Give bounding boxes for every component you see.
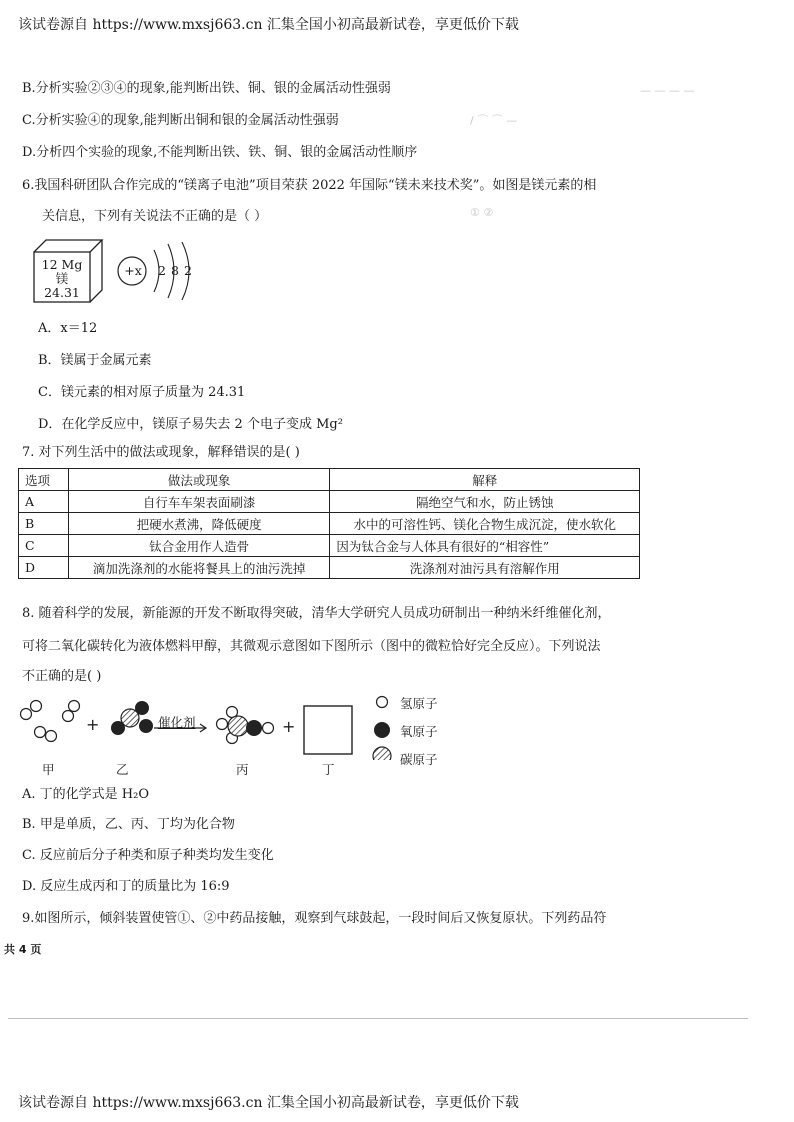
svg-text:+: + xyxy=(282,717,296,736)
table-cell: D xyxy=(19,557,69,579)
q8-stem-line3: 不正确的是( ) xyxy=(22,669,102,684)
table-header-row xyxy=(19,469,640,491)
q9-stem: 9.如图所示，倾斜装置使管①、②中药品接触，观察到气球鼓起，一段时间后又恢复原状。下列药品符 xyxy=(22,911,607,926)
carbon-dioxide-molecules xyxy=(111,701,153,735)
table-cell: 因为钛合金与人体具有很好的“相容性” xyxy=(330,535,640,557)
q8-option-d: D. 反应生成丙和丁的质量比为 16:9 xyxy=(22,879,230,894)
table-cell: 滴加洗涤剂的水能将餐具上的油污洗掉 xyxy=(68,557,330,579)
unknown-product-box xyxy=(304,706,352,754)
table-cell: 钛合金用作人造骨 xyxy=(68,535,330,557)
q6-option-b: B．镁属于金属元素 xyxy=(38,353,152,368)
q6-stem-line1: 6.我国科研团队合作完成的“镁离子电池”项目荣获 2022 年国际“镁未来技术奖”。如图是镁元素的相 xyxy=(22,178,597,193)
svg-text:+: + xyxy=(86,715,100,734)
table-cell: 隔绝空气和水，防止锈蚀 xyxy=(330,491,640,513)
label-yi: 乙 xyxy=(116,762,129,777)
table-header-cell: 选项 xyxy=(19,469,69,491)
table-cell: A xyxy=(19,491,69,513)
q7-stem: 7. 对下列生活中的做法或现象，解释错误的是( ) xyxy=(22,445,300,460)
bleed-through-text: — — — — xyxy=(640,84,695,97)
table-header-cell: 做法或现象 xyxy=(68,469,330,491)
legend-carbon: 碳原子 xyxy=(400,752,438,767)
atomic-mass: 24.31 xyxy=(44,285,80,300)
shell-2-electrons: 8 xyxy=(171,263,179,278)
table-cell: C xyxy=(19,535,69,557)
carbon-atom-icon xyxy=(373,747,391,760)
source-banner-top: 该试卷源自 https://www.mxsj663.cn 汇集全国小初高最新试卷，享更低价下载 xyxy=(18,17,519,33)
element-name: 镁 xyxy=(55,271,69,286)
q8-stem-line2: 可将二氧化碳转化为液体燃料甲醇，其微观示意图如下图所示（图中的微粒恰好完全反应）。下列说法 xyxy=(22,639,601,654)
q5-option-c: C.分析实验④的现象,能判断出铜和银的金属活动性强弱 xyxy=(22,113,339,128)
shell-3-electrons: 2 xyxy=(184,263,192,278)
q8-option-a: A. 丁的化学式是 H₂O xyxy=(22,787,149,802)
element-cell xyxy=(36,258,88,300)
table-header-cell: 解释 xyxy=(330,469,640,491)
q6-option-c: C．镁元素的相对原子质量为 24.31 xyxy=(38,385,246,400)
catalyst-label: 催化剂 xyxy=(158,715,196,730)
q6-stem-line2: 关信息，下列有关说法不正确的是（ ） xyxy=(42,209,268,224)
oxygen-atom-icon xyxy=(374,722,390,738)
legend-oxygen: 氧原子 xyxy=(400,724,438,739)
atomic-number: 12 xyxy=(41,257,58,272)
bleed-through-text: / ⌒ ⌒ — xyxy=(470,114,518,127)
legend-hydrogen: 氢原子 xyxy=(400,696,438,711)
table-row xyxy=(19,491,640,513)
table-cell: 自行车车架表面刷漆 xyxy=(68,491,330,513)
table-row xyxy=(19,513,640,535)
table-row xyxy=(19,535,640,557)
q8-stem-line1: 8. 随着科学的发展，新能源的开发不断取得突破，清华大学研究人员成功研制出一种纳米纤维催化剂， xyxy=(22,606,611,621)
scan-edge-line xyxy=(8,1018,748,1019)
q5-option-d: D.分析四个实验的现象,不能判断出铁、铁、铜、银的金属活动性顺序 xyxy=(22,145,418,160)
q6-option-d: D．在化学反应中，镁原子易失去 2 个电子变成 Mg² xyxy=(38,417,343,432)
q8-option-b: B. 甲是单质，乙、丙、丁均为化合物 xyxy=(22,817,235,832)
source-banner-bottom: 该试卷源自 https://www.mxsj663.cn 汇集全国小初高最新试卷，享更低价下载 xyxy=(18,1095,519,1111)
label-jia: 甲 xyxy=(42,762,55,777)
q8-option-c: C. 反应前后分子种类和原子种类均发生变化 xyxy=(22,848,274,863)
hydrogen-atom-icon xyxy=(377,697,388,708)
nucleus-label: +x xyxy=(124,263,142,278)
q6-option-a: A．x＝12 xyxy=(38,321,98,336)
label-ding: 丁 xyxy=(322,762,335,777)
table-row xyxy=(19,557,640,579)
q7-table xyxy=(18,468,640,579)
hydrogen-molecules xyxy=(21,701,80,742)
element-symbol: Mg xyxy=(61,257,83,272)
table-cell: 洗涤剂对油污具有溶解作用 xyxy=(330,557,640,579)
label-bing: 丙 xyxy=(236,762,249,777)
table-cell: 水中的可溶性钙、镁化合物生成沉淀，使水软化 xyxy=(330,513,640,535)
methanol-molecule xyxy=(217,707,274,744)
shell-1-electrons: 2 xyxy=(158,263,166,278)
table-cell: B xyxy=(19,513,69,535)
table-cell: 把硬水煮沸，降低硬度 xyxy=(68,513,330,535)
q5-option-b: B.分析实验②③④的现象,能判断出铁、铜、银的金属活动性强弱 xyxy=(22,81,391,96)
bleed-through-text: ① ② xyxy=(470,206,494,219)
page-number: 共 4 页 xyxy=(4,943,42,956)
